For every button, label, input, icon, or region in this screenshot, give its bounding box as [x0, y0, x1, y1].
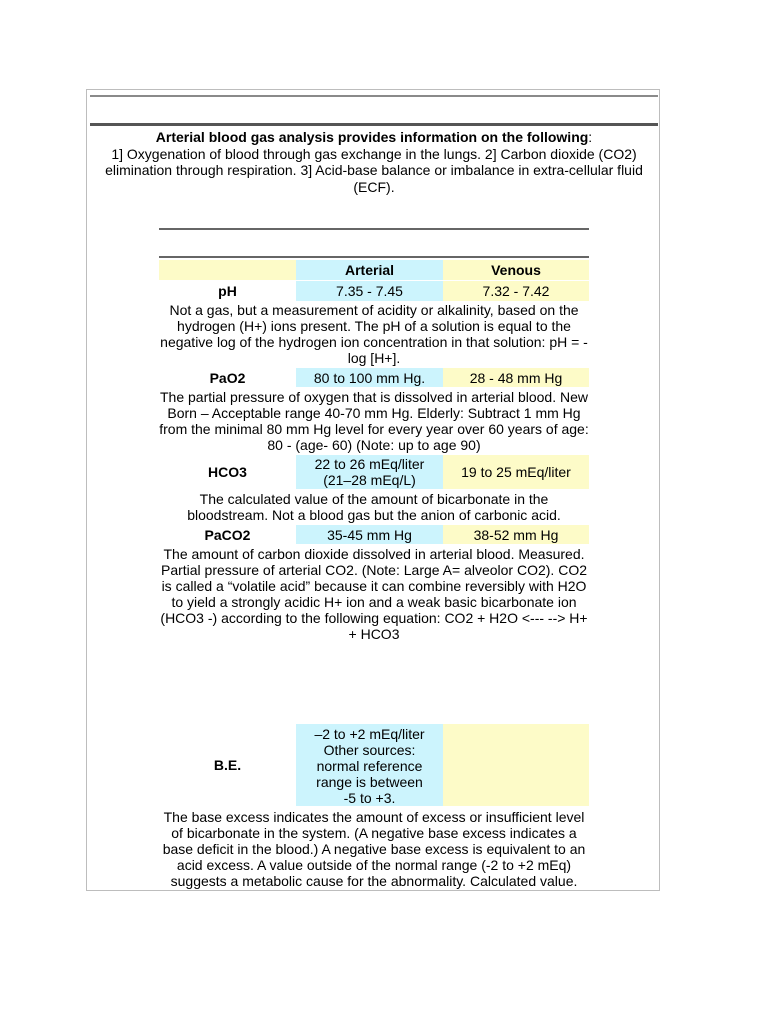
intro-heading: Arterial blood gas analysis provides information on the following	[155, 129, 589, 145]
paco2-description: The amount of carbon dioxide dissolved in arterial blood. Measured. Partial pressure of arterial CO2. (Note: Large A= alveolor CO2). CO2 is called a “volatile acid” because it can combine reversibly with H2O to yield a strongly acidic H+ ion and a weak basic bicarbonate ion (HCO3 -) according to the following equation: CO2 + H2O <--- --> H+ + HCO3	[160, 546, 588, 642]
ph-venous-value: 7.32 - 7.42	[443, 281, 589, 301]
header-label-cell	[159, 260, 296, 280]
ph-description: Not a gas, but a measurement of acidity or alkalinity, based on the hydrogen (H+) ions present. The pH of a solution is equal to the negative log of the hydrogen ion concentration in that solution: pH = - log [H+].	[160, 302, 588, 366]
top-rule	[90, 95, 658, 97]
be-label: B.E.	[213, 757, 242, 773]
table-header-rule	[159, 256, 589, 258]
hco3-label: HCO3	[208, 464, 247, 480]
be-arterial-line1: –2 to +2 mEq/liter	[314, 726, 425, 742]
ph-label: pH	[218, 283, 237, 299]
header-rule	[90, 123, 658, 126]
header-arterial: Arterial	[296, 260, 443, 280]
be-description: The base excess indicates the amount of excess or insufficient level of bicarbonate in the system. (A negative base excess indicates a base deficit in the blood.) A negative base excess is equivalent to an acid excess. A value outside of the normal range (-2 to +2 mEq) suggests a metabolic cause for the abnormality. Calculated value.	[162, 809, 586, 889]
hco3-arterial-value	[296, 455, 443, 489]
be-arterial-value	[296, 724, 443, 806]
intro-body: 1] Oxygenation of blood through gas exchange in the lungs. 2] Carbon dioxide (CO2) elimination through respiration. 3] Acid-base balance or imbalance in extra-cellular fluid (ECF).	[105, 145, 643, 195]
hco3-description: The calculated value of the amount of bicarbonate in the bloodstream. Not a blood gas but the anion of carbonic acid.	[187, 491, 561, 523]
intro-paragraph	[100, 129, 648, 195]
pao2-description: The partial pressure of oxygen that is dissolved in arterial blood. New Born – Acceptable range 40-70 mm Hg. Elderly: Subtract 1 mm Hg from the minimal 80 mm Hg level for every year over 60 years of age: 80 - (age- 60) (Note: up to age 90)	[159, 389, 589, 453]
paco2-arterial-value: 35-45 mm Hg	[296, 525, 443, 544]
intro-heading-colon: :	[588, 129, 593, 145]
hco3-venous-value: 19 to 25 mEq/liter	[443, 455, 589, 489]
pao2-label: PaO2	[209, 369, 246, 386]
paco2-label: PaCO2	[204, 526, 251, 543]
pao2-arterial-value: 80 to 100 mm Hg.	[296, 368, 443, 387]
hco3-arterial-line2: (21–28 mEq/L)	[323, 472, 416, 488]
paco2-venous-value: 38-52 mm Hg	[443, 525, 589, 544]
ph-arterial-value: 7.35 - 7.45	[296, 281, 443, 301]
hco3-arterial-line1: 22 to 26 mEq/liter	[314, 456, 425, 472]
table-top-rule	[159, 228, 589, 230]
be-arterial-line2: Other sources: normal reference range is between -5 to +3.	[316, 742, 423, 806]
header-venous: Venous	[443, 260, 589, 280]
pao2-venous-value: 28 - 48 mm Hg	[443, 368, 589, 387]
be-venous-value	[443, 724, 589, 806]
